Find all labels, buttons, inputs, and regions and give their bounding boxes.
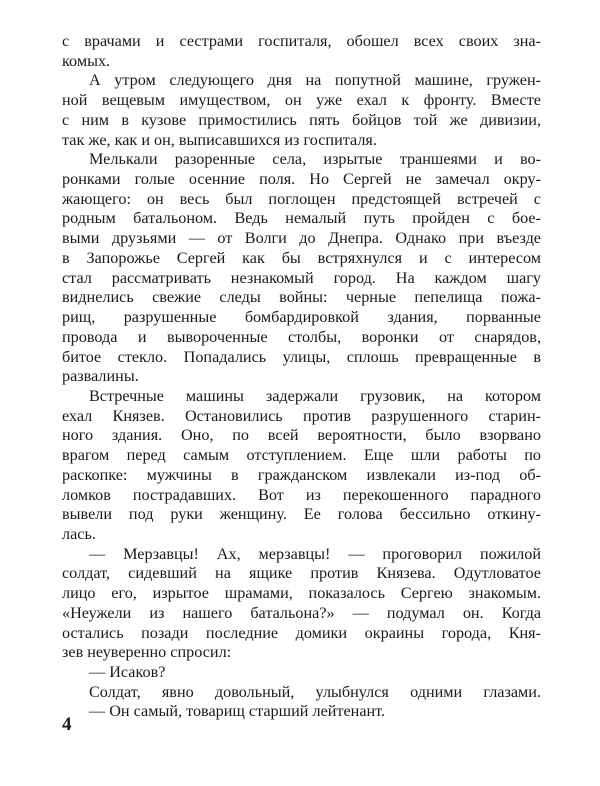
paragraph [62,545,541,663]
text-line: врагом перед самым отступлением. Еще шли работы по [62,446,541,465]
text-line: остались позади последние домики окраины города, Кня- [62,623,541,642]
text-line: ломков пострадавших. Вот из перекошенного парадного [62,485,541,504]
page-text [62,32,541,722]
text-line: стал рассматривать незнакомый город. На каждом шагу [62,268,541,287]
text-line: провода и вывороченные столбы, воронки от снарядов, [62,327,541,346]
text-line: — Мерзавцы! Ах, мерзавцы! — проговорил пожилой [89,544,541,563]
text-line: — Исаков? [89,663,166,681]
text-line: жающего: он весь был поглощен предстоящей встречей с [62,189,541,208]
text-line: Солдат, явно довольный, улыбнулся одними глазами. [89,682,541,701]
text-line: битое стекло. Попадались улицы, сплошь превращенные в [62,347,541,366]
text-line: родным батальоном. Ведь немалый путь пройден с бое- [62,209,541,228]
paragraph [62,32,541,71]
paragraph [62,702,541,722]
text-line: виднелись свежие следы войны: черные пепелища пожа- [62,288,541,307]
text-line: выми друзьями — от Волги до Днепра. Однако при въезде [62,229,541,248]
text-line: «Неужели из нашего батальона?» — подумал он. Когда [62,603,541,622]
text-line: солдат, сидевший на ящике против Князева. Одутловатое [62,564,541,583]
text-line: с врачами и сестрами госпиталя, обошел всех своих зна- [62,32,541,50]
text-line: в Запорожье Сергей как бы встряхнулся и с интересом [62,248,541,267]
paragraph [62,150,541,387]
text-line: зев неуверенно спросил: [62,643,232,662]
text-line: Встречные машины задержали грузовик, на котором [89,386,541,405]
text-line: лицо его, изрытое шрамами, показалось Сергею знакомым. [62,584,541,603]
text-line: раскопке: мужчины в гражданском извлекали из-под об- [62,465,541,484]
text-line: ной вещевым имуществом, он уже ехал к фронту. Вместе [62,91,541,110]
text-line: развалины. [62,367,139,386]
text-line: ронками голые осенние поля. Но Сергей не замечал окру- [62,170,541,189]
text-line: Мелькали разоренные села, изрытые траншеями и во- [89,150,541,169]
text-line: с ним в кузове примостились пять бойцов той же дивизии, [62,110,541,129]
paragraph [62,663,541,683]
text-line: — Он самый, товарищ старший лейтенант. [89,702,386,721]
text-line: так же, как и он, выписавшихся из госпиталя. [62,130,377,149]
text-line: А утром следующего дня на попутной машине, гружен- [89,71,541,90]
paragraph [62,387,541,545]
text-line: рищ, разрушенные бомбардировкой здания, порванные [62,308,541,327]
text-line: лась. [62,524,96,543]
text-line: комых. [62,51,111,70]
text-line: ехал Князев. Остановились против разрушенного старин- [62,406,541,425]
text-line: ного здания. Оно, по всей вероятности, было взорвано [62,426,541,445]
page-number: 4 [62,714,72,735]
paragraph [62,71,541,150]
paragraph [62,683,541,703]
text-line: вывели под руки женщину. Ее голова бессильно откину- [62,505,541,524]
